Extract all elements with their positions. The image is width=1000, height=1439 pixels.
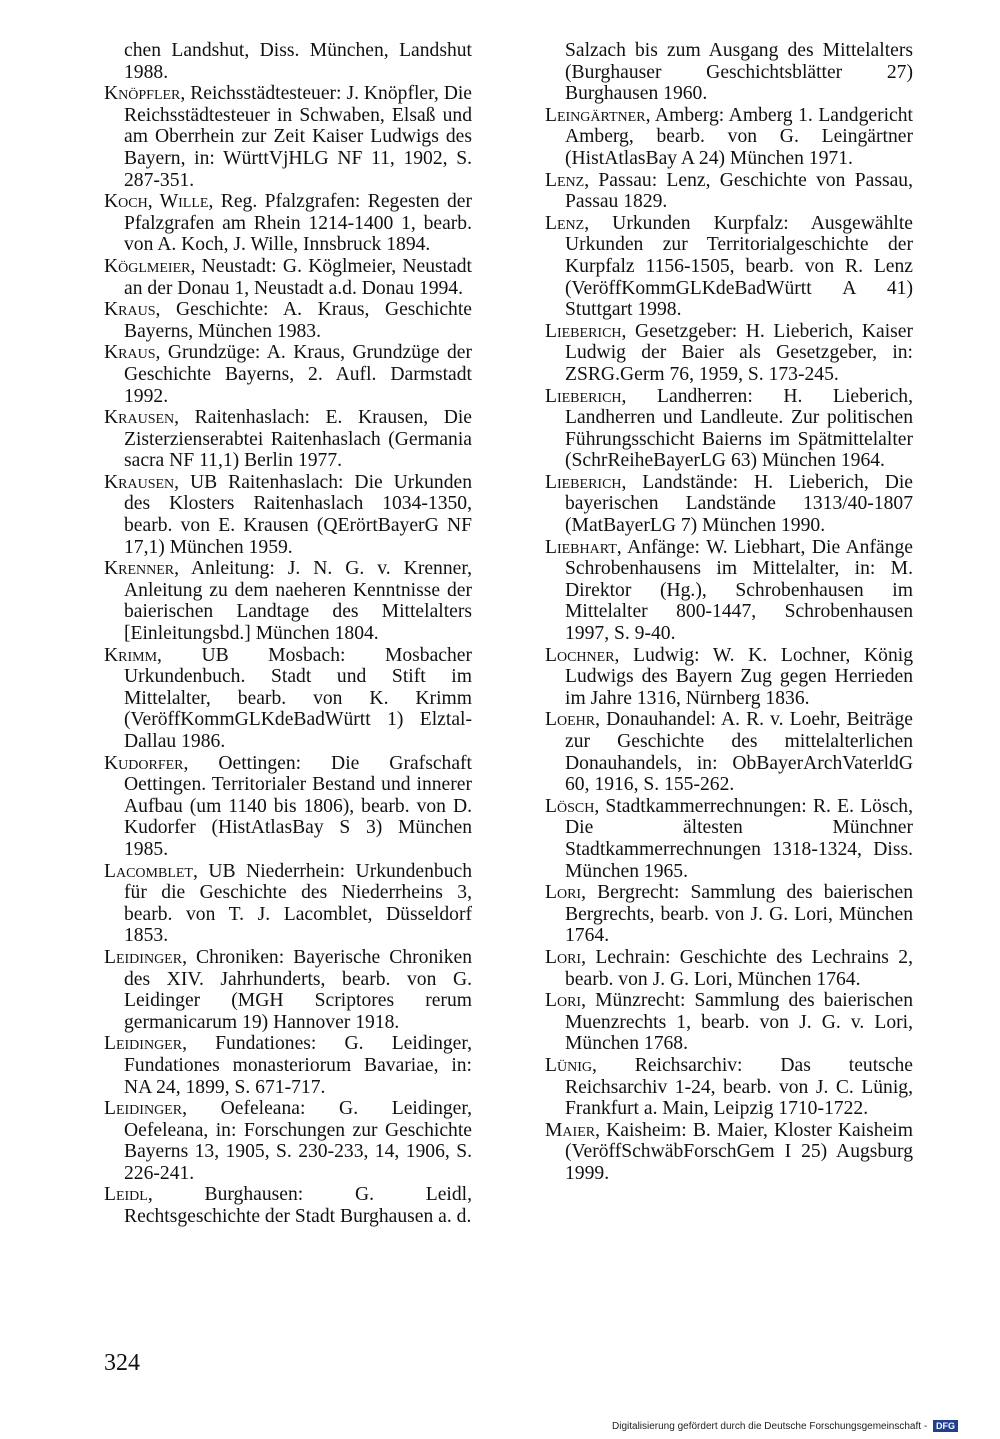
bibliography-entry [104, 1033, 472, 1098]
bibliography-entry [545, 882, 913, 947]
bibliography-entry [545, 472, 913, 537]
entry-text: , Stadtkammerrechnungen: R. E. Lösch, Die ältesten Münchner Stadtkammerrechnungen 1318-1324, Diss. München 1965. [565, 795, 913, 882]
bibliography-entry [104, 558, 472, 644]
entry-author-key: Lori [545, 946, 582, 968]
entry-text: , Donauhandel: A. R. v. Loehr, Beiträge zur Geschichte des mittelalterlichen Donauhandels, in: ObBayerArchVaterldG 60, 1916, S. 155-262. [565, 709, 913, 796]
dfg-logo: DFG [933, 1420, 958, 1432]
left-column [104, 40, 472, 1228]
entry-author-key: Koch, Wille [104, 191, 209, 213]
bibliography-entry [104, 407, 472, 472]
entry-text: , Chroniken: Bayerische Chroniken des XIV. Jahrhunderts, bearb. von G. Leidinger (MGH Scriptores rerum germanicarum 19) Hannover 1918. [124, 946, 472, 1033]
entry-text: , Landherren: H. Lieberich, Landherren und Landleute. Zur politischen Führungsschicht Baierns im Spätmittelalter (SchrReiheBayerLG 63) München 1964. [565, 385, 913, 472]
entry-author-key: Krausen [104, 471, 175, 493]
entry-author-key: Lieberich [545, 385, 622, 407]
entry-text: , Ludwig: W. K. Lochner, König Ludwigs des Bayern Zug gegen Herrieden im Jahre 1316, Nürnberg 1836. [565, 644, 913, 709]
entry-text: , Reichsstädtesteuer: J. Knöpfler, Die Reichsstädtesteuer in Schwaben, Elsaß und am Oberrhein zur Zeit Kaiser Ludwigs des Bayern, in: WürttVjHLG NF 11, 1902, S. 287-351. [124, 83, 472, 191]
entry-author-key: Leidl [104, 1184, 148, 1206]
entry-author-key: Lenz [545, 169, 585, 191]
bibliography-entry [104, 861, 472, 947]
entry-text: , Grundzüge: A. Kraus, Grundzüge der Geschichte Bayerns, 2. Aufl. Darmstadt 1992. [124, 342, 472, 407]
entry-author-key: Maier [545, 1119, 596, 1141]
entry-text: chen Landshut, Diss. München, Landshut 1988. [124, 40, 472, 83]
entry-text: , Gesetzgeber: H. Lieberich, Kaiser Ludwig der Baier als Gesetzgeber, in: ZSRG.Germ 76, 1959, S. 173-245. [565, 320, 913, 385]
entry-text: , Münzrecht: Sammlung des baierischen Muenzrechts 1, bearb. von J. G. v. Lori, München 1768. [565, 990, 913, 1055]
bibliography-entry [545, 213, 913, 321]
bibliography-entry [545, 537, 913, 645]
bibliography-entry [104, 299, 472, 342]
bibliography-entry [545, 386, 913, 472]
entry-author-key: Kudorfer [104, 752, 184, 774]
entry-author-key: Lünig [545, 1054, 592, 1076]
entry-author-key: Leidinger [104, 1098, 183, 1120]
entry-text: , Geschichte: A. Kraus, Geschichte Bayerns, München 1983. [124, 299, 472, 342]
entry-text: , Amberg: Amberg 1. Landgericht Amberg, bearb. von G. Leingärtner (HistAtlasBay A 24) München 1971. [565, 104, 913, 169]
bibliography-entry [545, 990, 913, 1055]
entry-text: , Anleitung: J. N. G. v. Krenner, Anleitung zu dem naeheren Kenntnisse der baierischen Landtage des Mittelalters [Einleitungsbd.] München 1804. [124, 558, 472, 645]
entry-author-key: Krausen [104, 407, 175, 429]
entry-text: , UB Niederrhein: Urkundenbuch für die Geschichte des Niederrheins 3, bearb. von T. J. Lacomblet, Düsseldorf 1853. [124, 860, 472, 947]
entry-text: , Landstände: H. Lieberich, Die bayerischen Landstände 1313/40-1807 (MatBayerLG 7) München 1990. [565, 471, 913, 537]
entry-author-key: Leingärtner [545, 104, 646, 126]
footer [612, 1420, 958, 1434]
bibliography-entry [545, 709, 913, 795]
entry-author-key: Lieberich [545, 471, 622, 493]
entry-text: , Kaisheim: B. Maier, Kloster Kaisheim (VeröffSchwäbForschGem I 25) Augsburg 1999. [565, 1119, 913, 1184]
footer-text: Digitalisierung gefördert durch die Deutsche Forschungsgemeinschaft - [612, 1421, 928, 1432]
entry-text: Salzach bis zum Ausgang des Mittelalters (Burghauser Geschichtsblätter 27) Burghausen 1960. [565, 40, 913, 105]
entry-text: , Reg. Pfalzgrafen: Regesten der Pfalzgrafen am Rhein 1214-1400 1, bearb. von A. Koch, J. Wille, Innsbruck 1894. [124, 191, 472, 256]
entry-author-key: Leidinger [104, 946, 183, 968]
entry-author-key: Lochner [545, 644, 615, 666]
bibliography-entry [104, 1184, 472, 1227]
bibliography-entry [545, 170, 913, 213]
entry-text: , Raitenhaslach: E. Krausen, Die Zisterzienserabtei Raitenhaslach (Germania sacra NF 11,1) Berlin 1977. [124, 407, 472, 472]
bibliography-entry [545, 645, 913, 710]
bibliography-entry [545, 40, 913, 105]
entry-author-key: Köglmeier [104, 255, 191, 277]
bibliography-entry [545, 796, 913, 882]
entry-text: , Lechrain: Geschichte des Lechrains 2, bearb. von J. G. Lori, München 1764. [565, 946, 913, 990]
bibliography-entry [545, 947, 913, 990]
entry-author-key: Lacomblet [104, 860, 193, 882]
entry-author-key: Loehr [545, 709, 596, 731]
bibliography-entry [104, 753, 472, 861]
entry-text: , Passau: Lenz, Geschichte von Passau, Passau 1829. [565, 169, 913, 213]
entry-author-key: Kraus [104, 299, 156, 321]
entry-text: , Anfänge: W. Liebhart, Die Anfänge Schrobenhausens im Mittelalter, in: M. Direktor (Hg.), Schrobenhausen im Mittelalter 800-1447, Schrobenhausen 1997, S. 9-40. [565, 536, 913, 645]
entry-author-key: Krimm [104, 644, 158, 666]
bibliography-entry [104, 472, 472, 558]
page-number: 324 [104, 1350, 140, 1376]
entry-text: , Bergrecht: Sammlung des baierischen Bergrechts, bearb. von J. G. Lori, München 1764. [565, 882, 913, 947]
entry-text: , Reichsarchiv: Das teutsche Reichsarchiv 1-24, bearb. von J. C. Lünig, Frankfurt a. Main, Leipzig 1710-1722. [565, 1054, 913, 1120]
bibliography-entry [104, 191, 472, 256]
bibliography-entry [545, 1120, 913, 1185]
entry-text: , Urkunden Kurpfalz: Ausgewählte Urkunden zur Territorialgeschichte der Kurpfalz 1156-1505, bearb. von R. Lenz (VeröffKommGLKdeBadWürtt A 41) Stuttgart 1998. [565, 212, 913, 321]
bibliography-entry [104, 947, 472, 1033]
entry-author-key: Liebhart [545, 536, 617, 558]
bibliography-entry [104, 40, 472, 83]
entry-text: , Oefeleana: G. Leidinger, Oefeleana, in: Forschungen zur Geschichte Bayerns 13, 1905, S. 230-233, 14, 1906, S. 226-241. [124, 1098, 472, 1184]
bibliography-entry [104, 645, 472, 753]
entry-text: , Neustadt: G. Köglmeier, Neustadt an der Donau 1, Neustadt a.d. Donau 1994. [124, 255, 472, 299]
bibliography-entry [545, 321, 913, 386]
entry-text: , Burghausen: G. Leidl, Rechtsgeschichte der Stadt Burghausen a. d. [124, 1184, 472, 1228]
entry-text: , UB Raitenhaslach: Die Urkunden des Klosters Raitenhaslach 1034-1350, bearb. von E. Krausen (QErörtBayerG NF 17,1) München 1959. [124, 471, 472, 558]
bibliography-entry [545, 105, 913, 170]
entry-author-key: Kraus [104, 342, 156, 364]
entry-author-key: Lösch [545, 795, 595, 817]
bibliography-entry [104, 342, 472, 407]
right-column [545, 40, 913, 1184]
entry-author-key: Knöpfler [104, 83, 181, 105]
entry-author-key: Lieberich [545, 320, 622, 342]
entry-text: , UB Mosbach: Mosbacher Urkundenbuch. Stadt und Stift im Mittelalter, bearb. von K. Krimm (VeröffKommGLKdeBadWürtt 1) Elztal-Dallau 1986. [124, 644, 472, 752]
entry-author-key: Lori [545, 882, 582, 904]
entry-author-key: Krenner [104, 558, 175, 580]
bibliography-entry [104, 83, 472, 191]
entry-author-key: Leidinger [104, 1033, 183, 1055]
bibliography-entry [104, 256, 472, 299]
entry-text: , Fundationes: G. Leidinger, Fundationes monasteriorum Bavariae, in: NA 24, 1899, S. 671-717. [124, 1033, 472, 1098]
entry-text: , Oettingen: Die Grafschaft Oettingen. Territorialer Bestand und innerer Aufbau (um 1140 bis 1806), bearb. von D. Kudorfer (HistAtlasBay S 3) München 1985. [124, 752, 472, 860]
entry-author-key: Lori [545, 990, 582, 1012]
bibliography-entry [545, 1055, 913, 1120]
bibliography-entry [104, 1098, 472, 1184]
entry-author-key: Lenz [545, 212, 585, 234]
